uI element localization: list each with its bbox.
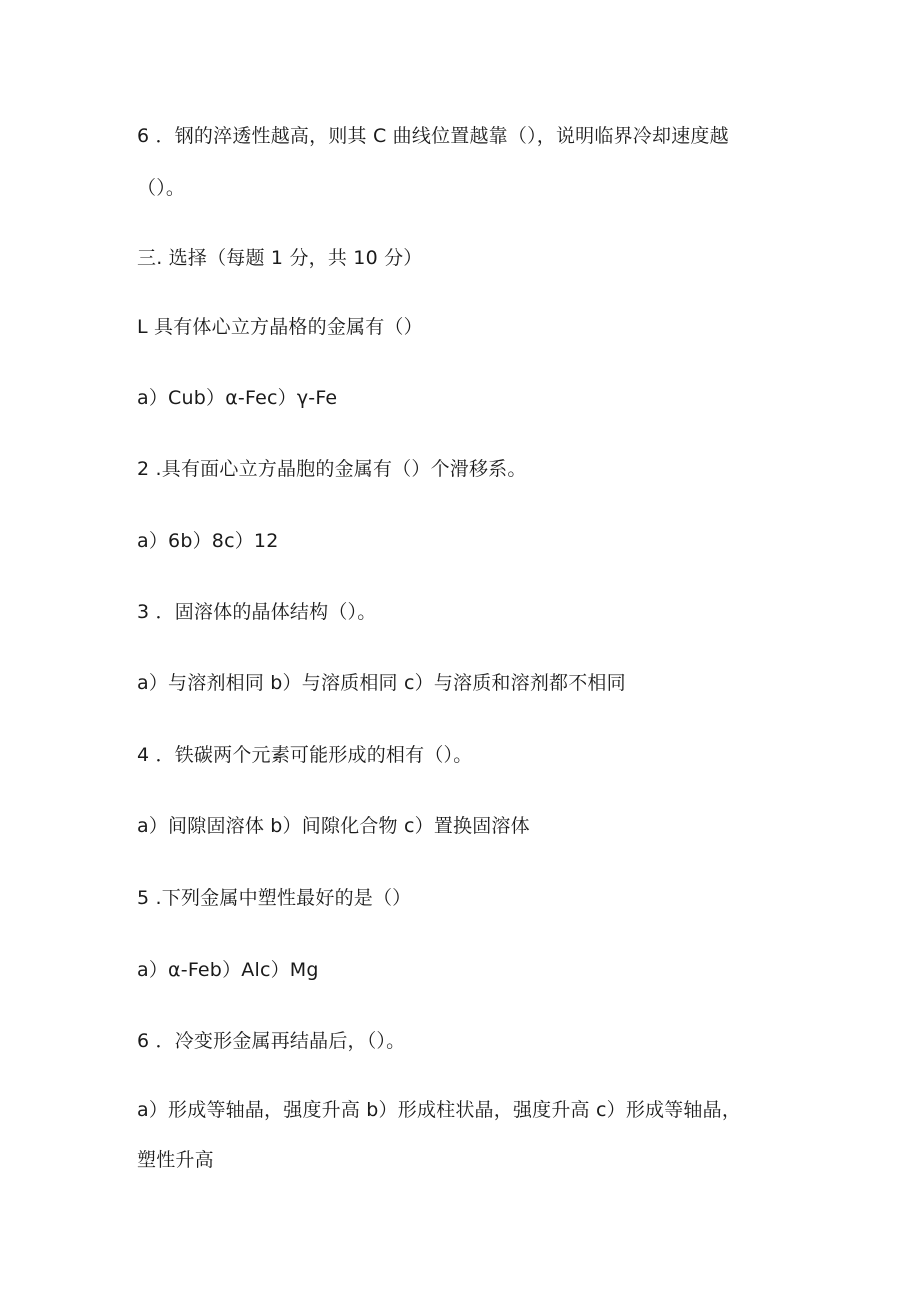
section-heading: 三. 选择（每题 1 分，共 10 分） (137, 247, 423, 269)
question-4-options: a）间隙固溶体 b）间隙化合物 c）置换固溶体 (137, 815, 530, 837)
question-6b-text: 6 ．冷变形金属再结晶后，（）。 (137, 1030, 406, 1052)
question-1-options: a）Cub）α-Fec）γ-Fe (137, 387, 338, 409)
question-5-text: 5 .下列金属中塑性最好的是（） (137, 887, 412, 909)
question-5-options: a）α-Feb）Alc）Mg (137, 959, 319, 981)
question-2-text: 2 .具有面心立方晶胞的金属有（）个滑移系。 (137, 458, 527, 480)
question-2-options: a）6b）8c）12 (137, 530, 279, 552)
question-3-text: 3 ．固溶体的晶体结构（）。 (137, 601, 377, 623)
question-6b-options-line-1: a）形成等轴晶，强度升高 b）形成柱状晶，强度升高 c）形成等轴晶， (137, 1099, 742, 1121)
question-3-options: a）与溶剂相同 b）与溶质相同 c）与溶质和溶剂都不相同 (137, 672, 626, 694)
question-4-text: 4 ．铁碳两个元素可能形成的相有（）。 (137, 744, 473, 766)
question-6-text-line-1: 6 ．钢的淬透性越高，则其 C 曲线位置越靠（），说明临界冷却速度越 (137, 125, 729, 147)
question-1-text: L 具有体心立方晶格的金属有（） (137, 316, 423, 338)
question-6b-options-line-2: 塑性升高 (137, 1149, 214, 1171)
question-6-text-line-2: （）。 (137, 177, 186, 199)
